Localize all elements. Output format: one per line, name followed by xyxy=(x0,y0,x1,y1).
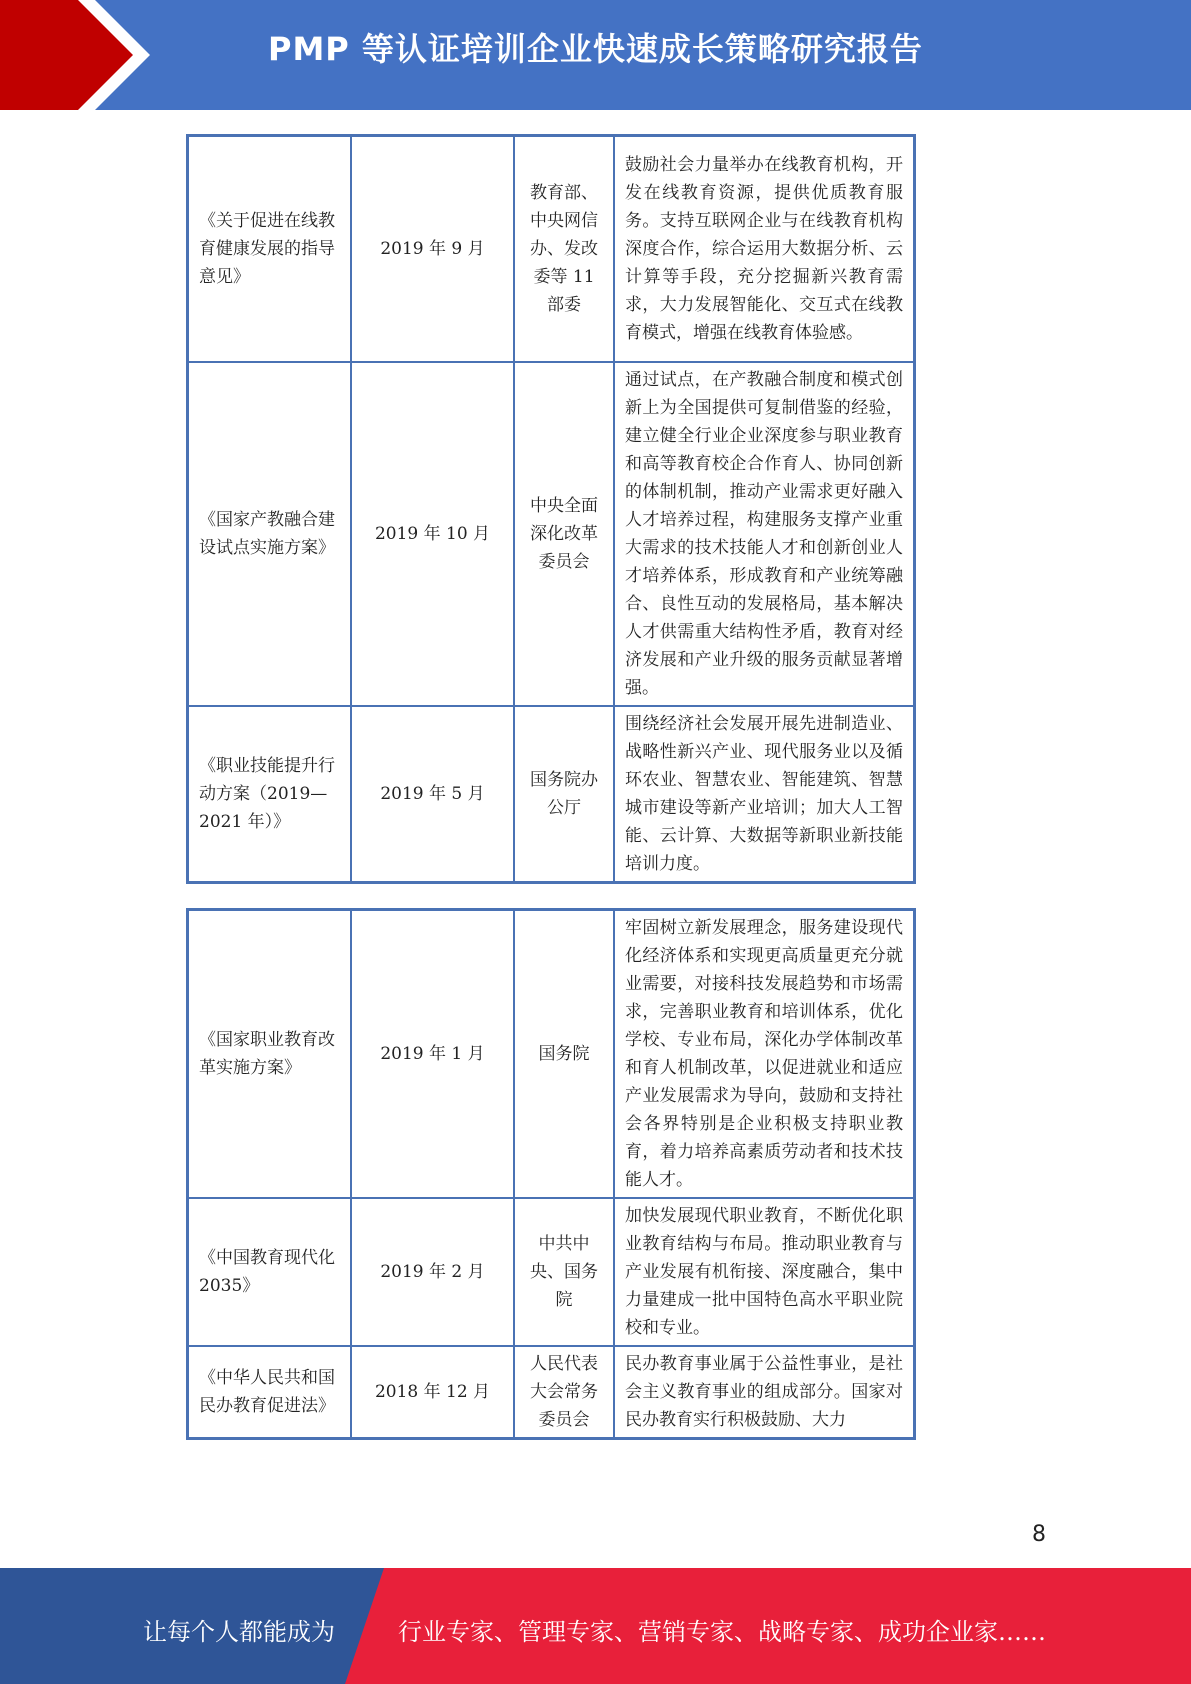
table-row xyxy=(188,910,915,1199)
footer-slogan-left: 让每个人都能成为 xyxy=(143,1618,335,1646)
policy-description-cell: 围绕经济社会发展开展先进制造业、战略性新兴产业、现代服务业以及循环农业、智慧农业、智能建筑、智慧城市建设等新产业培训；加大人工智能、云计算、大数据等新职业新技能培训力度。 xyxy=(614,706,915,883)
policy-date-cell: 2019 年 2 月 xyxy=(351,1198,514,1346)
page-footer xyxy=(0,1568,1191,1684)
policy-issuer-cell: 国务院 xyxy=(514,910,614,1199)
policy-issuer-cell: 教育部、中央网信办、发改委等 11 部委 xyxy=(514,136,614,362)
policy-name-cell: 《关于促进在线教育健康发展的指导意见》 xyxy=(188,136,352,362)
table-row xyxy=(188,136,915,362)
table-row xyxy=(188,362,915,706)
policy-name-cell: 《国家产教融合建设试点实施方案》 xyxy=(188,362,352,706)
footer-slogan-right: 行业专家、管理专家、营销专家、战略专家、成功企业家…… xyxy=(398,1618,1046,1646)
table-row xyxy=(188,1346,915,1439)
policy-description-cell: 加快发展现代职业教育，不断优化职业教育结构与布局。推动职业教育与产业发展有机衔接、深度融合，集中力量建成一批中国特色高水平职业院校和专业。 xyxy=(614,1198,915,1346)
policy-description-cell: 通过试点，在产教融合制度和模式创新上为全国提供可复制借鉴的经验，建立健全行业企业深度参与职业教育和高等教育校企合作育人、协同创新的体制机制，推动产业需求更好融入人才培养过程，构建服务支撑产业重大需求的技术技能人才和创新创业人才培养体系，形成教育和产业统筹融合、良性互动的发展格局，基本解决人才供需重大结构性矛盾，教育对经济发展和产业升级的服务贡献显著增强。 xyxy=(614,362,915,706)
page-header xyxy=(0,0,1191,110)
page-number: 8 xyxy=(1032,1522,1046,1547)
policy-issuer-cell: 中央全面深化改革委员会 xyxy=(514,362,614,706)
policy-date-cell: 2019 年 1 月 xyxy=(351,910,514,1199)
table-row xyxy=(188,1198,915,1346)
policy-description-cell: 牢固树立新发展理念，服务建设现代化经济体系和实现更高质量更充分就业需要，对接科技发展趋势和市场需求，完善职业教育和培训体系，优化学校、专业布局，深化办学体制改革和育人机制改革，以促进就业和适应产业发展需求为导向，鼓励和支持社会各界特别是企业积极支持职业教育，着力培养高素质劳动者和技术技能人才。 xyxy=(614,910,915,1199)
policy-issuer-cell: 中共中央、国务院 xyxy=(514,1198,614,1346)
policy-description-cell: 民办教育事业属于公益性事业，是社会主义教育事业的组成部分。国家对民办教育实行积极鼓励、大力 xyxy=(614,1346,915,1439)
policy-date-cell: 2019 年 10 月 xyxy=(351,362,514,706)
report-title: PMP 等认证培训企业快速成长策略研究报告 xyxy=(268,30,923,68)
policy-name-cell: 《中国教育现代化 2035》 xyxy=(188,1198,352,1346)
policy-date-cell: 2018 年 12 月 xyxy=(351,1346,514,1439)
policy-date-cell: 2019 年 5 月 xyxy=(351,706,514,883)
policy-table-2 xyxy=(186,908,916,1440)
policy-name-cell: 《国家职业教育改革实施方案》 xyxy=(188,910,352,1199)
policy-table-1 xyxy=(186,134,916,884)
table-row xyxy=(188,706,915,883)
policy-issuer-cell: 人民代表大会常务委员会 xyxy=(514,1346,614,1439)
policy-name-cell: 《职业技能提升行动方案（2019—2021 年）》 xyxy=(188,706,352,883)
policy-date-cell: 2019 年 9 月 xyxy=(351,136,514,362)
policy-name-cell: 《中华人民共和国民办教育促进法》 xyxy=(188,1346,352,1439)
policy-description-cell: 鼓励社会力量举办在线教育机构，开发在线教育资源，提供优质教育服务。支持互联网企业与在线教育机构深度合作，综合运用大数据分析、云计算等手段，充分挖掘新兴教育需求，大力发展智能化、交互式在线教育模式，增强在线教育体验感。 xyxy=(614,136,915,362)
policy-issuer-cell: 国务院办公厅 xyxy=(514,706,614,883)
